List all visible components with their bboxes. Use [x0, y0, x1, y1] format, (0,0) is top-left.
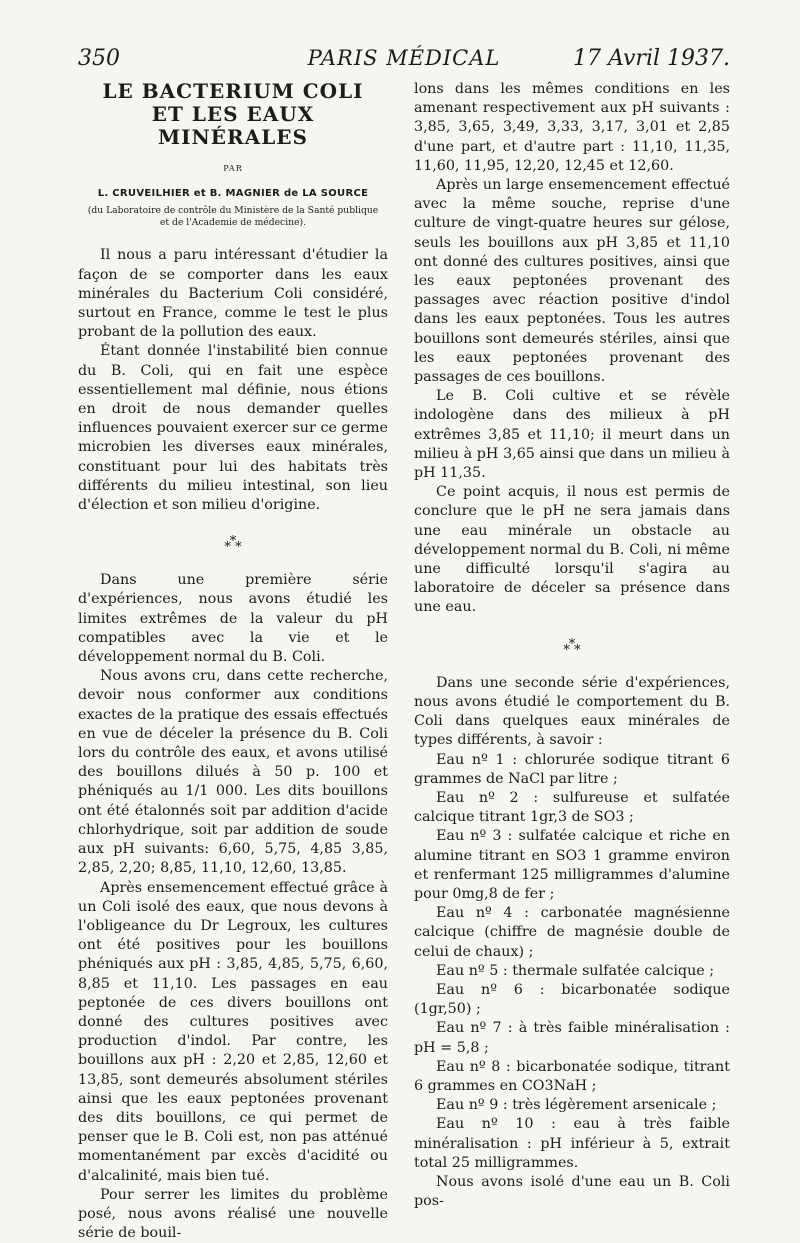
journal-title: PARIS MÉDICAL — [307, 46, 501, 70]
water-list-item: Eau nº 2 : sulfureuse et sulfatée calcique titrant 1gr,3 de SO3 ; — [414, 789, 730, 826]
affiliation — [78, 205, 388, 228]
closing-paragraph: Nous avons isolé d'une eau un B. Coli pos- — [414, 1173, 730, 1210]
title-line-1: LE BACTERIUM COLI — [102, 79, 364, 103]
separator-star: * — [229, 534, 237, 550]
par-label: PAR — [223, 164, 243, 173]
paragraph: Après un large ensemencement effectué avec la même souche, reprise d'une culture de vingt-quatre heures sur gélose, seuls les bouillons aux pH 3,85 et 11,10 ont donné des cultures positives, ainsi que les eaux peptonées provenant des passages avec réaction positive d'indol dans les eaux peptonées. Tous les autres bouillons sont demeurés stériles, ainsi que les eaux peptonées provenant des passages de ces bouillons. — [414, 177, 730, 386]
paragraph: Pour serrer les limites du problème posé, nous avons réalisé une nouvelle série de bouil- — [78, 1186, 388, 1242]
paragraph: Après ensemencement effectué grâce à un Coli isolé des eaux, que nous devons à l'obligeance du Dr Legroux, les cultures ont été positives pour les bouillons phéniqués aux pH : 3,85, 4,85, 5,75, 6,60, 8,85 et 11,10. Les passages en eau peptonée de ces divers bouillons ont donné des cultures positives avec production d'indol. Par contre, les bouillons aux pH : 2,20 et 2,85, 12,60 et 13,85, sont demeurés absolument stériles ainsi que les eaux peptonées provenant des dits bouillons, ce qui permet de penser que le B. Coli est, non pas atténué momentanément par excès d'acidité ou d'alcalinité, mais bien tué. — [78, 879, 388, 1184]
running-header — [78, 46, 730, 76]
page-number: 350 — [78, 46, 120, 71]
left-column — [78, 80, 388, 1243]
paragraph: Étant donnée l'instabilité bien connue du B. Coli, qui en fait une espèce essentiellement mal définie, nous étions en droit de nous demander quelles influences pouvaient exercer sur ce germe microbien les diverses eaux minérales, constituant pour lui des habitats très différents du milieu intestinal, son lieu d'élection et son milieu d'origine. — [78, 343, 388, 514]
separator-star: * — [563, 642, 570, 658]
article-title — [78, 80, 388, 149]
water-list-item: Eau nº 8 : bicarbonatée sodique, titrant 6 grammes en CO3NaH ; — [414, 1058, 730, 1094]
title-line-2: ET LES EAUX MINÉRALES — [151, 102, 315, 149]
paragraph: Ce point acquis, il nous est permis de conclure que le pH ne sera jamais dans une eau minérale un obstacle au développement normal du B. Coli, ni même une difficulté lorsqu'il s'agira au laboratoire de déceler sa présence dans une eau. — [414, 484, 730, 616]
issue-date: 17 Avril 1937. — [573, 46, 730, 71]
water-list-item: Eau nº 4 : carbonatée magnésienne calcique (chiffre de magnésie double de celui de chaux) ; — [414, 905, 730, 960]
paragraph: lons dans les mêmes conditions en les amenant respectivement aux pH suivants : 3,85, 3,65, 3,49, 3,33, 3,17, 3,01 et 2,85 d'une part, et d'autre part : 11,10, 11,35, 11,60, 11,95, 12,20, 12,45 et 12,60. — [414, 81, 730, 174]
separator-star: * — [224, 540, 231, 556]
right-column — [414, 80, 730, 1211]
water-list-item: Eau nº 1 : chlorurée sodique titrant 6 grammes de NaCl par litre ; — [414, 751, 730, 787]
water-list-item: Eau nº 7 : à très faible minéralisation : pH = 5,8 ; — [414, 1020, 730, 1056]
paragraph: Nous avons cru, dans cette recherche, devoir nous conformer aux conditions exactes de la pratique des essais effectués en vue de déceler la présence du B. Coli lors du contrôle des eaux, et avons utilisé des bouillons dilués à 50 p. 100 et phéniqués au 1/1 000. Les dits bouillons ont été étalonnés soit par addition d'acide chlorhydrique, soit par addition de soude aux pH suivants: 6,60, 5,75, 4,85 3,85, 2,85, 2,20; 8,85, 11,10, 12,60, 13,85. — [78, 668, 388, 877]
water-list-item: Eau nº 5 : thermale sulfatée calcique ; — [436, 962, 715, 979]
paragraph: Dans une seconde série d'expériences, nous avons étudié le comportement du B. Coli dans quelques eaux minérales de types différents, à savoir : — [414, 674, 730, 749]
paragraph: Dans une première série d'expériences, nous avons étudié les limites extrêmes de la valeur du pH compatibles avec la vie et le développement normal du B. Coli. — [78, 572, 388, 666]
separator-star: * — [235, 540, 242, 556]
separator-star: * — [574, 642, 581, 658]
separator-star: * — [568, 636, 576, 652]
section-separator — [78, 535, 388, 555]
water-list-item: Eau nº 10 : eau à très faible minéralisation : pH inférieur à 5, extrait total 25 milligrammes. — [414, 1116, 730, 1171]
water-list-item: Eau nº 6 : bicarbonatée sodique (1gr,50) ; — [414, 981, 730, 1018]
water-list-item: Eau nº 3 : sulfatée calcique et riche en alumine titrant en SO3 1 gramme environ et renfermant 125 milligrammes d'alumine pour 0mg,8 de fer ; — [414, 828, 730, 902]
water-list-item: Eau nº 9 : très légèrement arsenicale ; — [436, 1097, 717, 1114]
section-separator — [414, 638, 730, 658]
paragraph: Il nous a paru intéressant d'étudier la façon de se comporter dans les eaux minérales du Bacterium Coli considéré, surtout en France, comme le test le plus probant de la pollution des eaux. — [78, 247, 388, 341]
authors: L. CRUVEILHIER et B. MAGNIER de LA SOURCE — [97, 188, 369, 200]
paragraph: Le B. Coli cultive et se révèle indologène dans des milieux à pH extrêmes 3,85 et 11,10; il meurt dans un milieu à pH 3,65 ainsi que dans un milieu à pH 11,35. — [414, 388, 730, 482]
affiliation-line-2: et de l'Academie de médecine). — [160, 216, 306, 228]
affiliation-line-1: (du Laboratoire de contrôle du Ministère de la Santé publique — [87, 205, 379, 217]
